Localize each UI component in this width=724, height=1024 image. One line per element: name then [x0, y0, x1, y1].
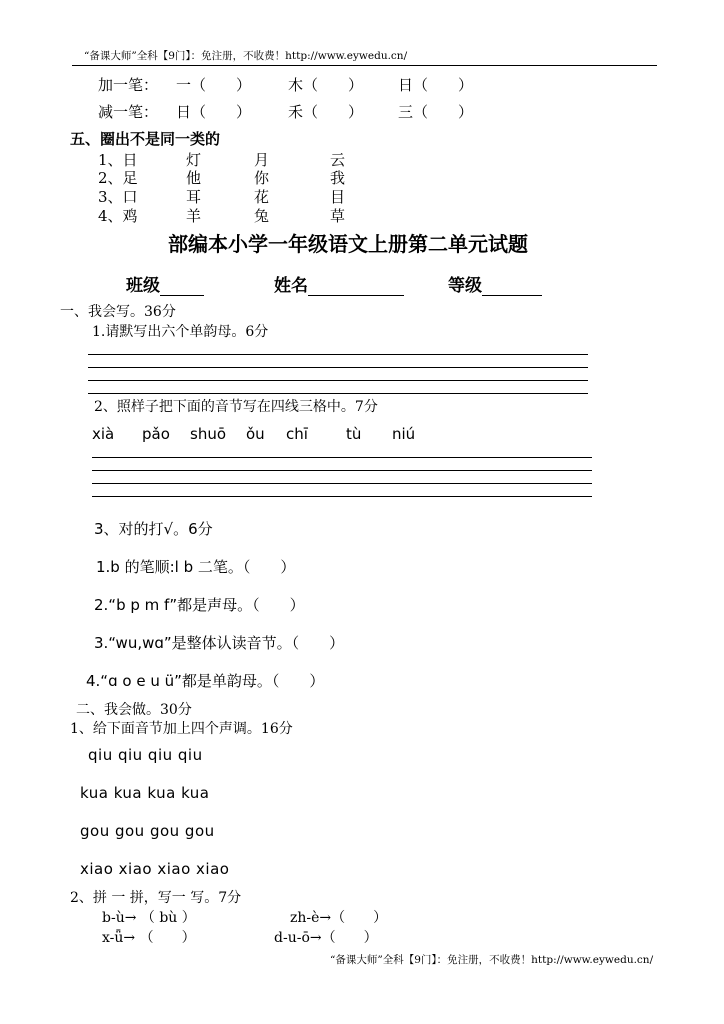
judge-item: 1.b 的笔顺:l b 二笔。（ ）: [96, 558, 296, 576]
sub-stroke-item: 日（ ）: [176, 103, 252, 121]
writing-line: [88, 367, 588, 368]
part2-q2: 2、拼 一 拼，写一 写。7分: [70, 890, 242, 906]
sub-stroke-item: 禾（ ）: [288, 103, 364, 121]
judge-item: 2.“b p m f”都是声母。（ ）: [94, 596, 305, 614]
section5-word: 兔: [254, 207, 270, 225]
part2-q1: 1、给下面音节加上四个声调。16分: [70, 721, 293, 737]
pinyin-syllable: shuō: [190, 425, 227, 443]
section5-word: 云: [330, 151, 346, 169]
add-stroke-item: 日（ ）: [398, 76, 474, 94]
writing-line: [92, 496, 592, 497]
spell-item: zh-è→（ ）: [290, 910, 388, 926]
name-label: 姓名: [274, 276, 308, 296]
syllable-row: gou gou gou gou: [80, 822, 215, 840]
section5-word: 灯: [186, 151, 202, 169]
section5-word: 你: [254, 169, 270, 187]
writing-line: [92, 470, 592, 471]
section5-word: 草: [330, 207, 346, 225]
part2-title: 二、我会做。30分: [76, 702, 192, 718]
header-divider: [72, 65, 657, 66]
section5-row-label: 2、足: [98, 169, 138, 187]
add-stroke-label: 加一笔：: [98, 76, 159, 94]
syllable-row: qiu qiu qiu qiu: [88, 746, 203, 764]
grade-blank: [482, 279, 542, 296]
footer-text: “备课大师”全科【9门】：免注册，不收费！http://www.eywedu.cn/: [330, 954, 654, 966]
section5-row-label: 1、日: [98, 151, 138, 169]
section5-word: 羊: [186, 207, 202, 225]
section5-word: 他: [186, 169, 202, 187]
section5-word: 花: [254, 188, 270, 206]
syllable-row: xiao xiao xiao xiao: [80, 860, 230, 878]
spell-item: d-u-ō→（ ）: [274, 930, 378, 946]
writing-line: [88, 354, 588, 355]
header-text: “备课大师”全科【9门】：免注册，不收费！http://www.eywedu.cn/: [84, 50, 408, 62]
grade-field: [448, 271, 542, 296]
pinyin-syllable: ǒu: [246, 425, 265, 443]
writing-line: [88, 393, 588, 394]
class-field: [126, 271, 204, 296]
name-field: [274, 271, 404, 296]
section5-word: 月: [254, 151, 270, 169]
spell-item: b-ù→ （ bù ）: [102, 910, 196, 926]
class-blank: [160, 279, 204, 296]
class-label: 班级: [126, 276, 160, 296]
part1-q3: 3、对的打√。6分: [94, 520, 213, 538]
section5-title: 五、圈出不是同一类的: [70, 130, 221, 148]
name-blank: [308, 279, 404, 296]
section5-word: 目: [330, 188, 346, 206]
section5-row-label: 4、鸡: [98, 207, 138, 225]
syllable-row: kua kua kua kua: [80, 784, 210, 802]
judge-item: 4.“ɑ o e u ü”都是单韵母。（ ）: [86, 672, 325, 690]
grade-label: 等级: [448, 276, 482, 296]
add-stroke-item: 一（ ）: [176, 76, 252, 94]
section5-word: 耳: [186, 188, 202, 206]
writing-line: [92, 483, 592, 484]
part1-q2: 2、照样子把下面的音节写在四线三格中。7分: [94, 399, 378, 415]
sub-stroke-item: 三（ ）: [398, 103, 474, 121]
part1-q1: 1.请默写出六个单韵母。6分: [92, 324, 269, 340]
writing-line: [88, 380, 588, 381]
spell-item: x-ǖ→ （ ）: [102, 930, 196, 946]
page-title: 部编本小学一年级语文上册第二单元试题: [168, 232, 528, 256]
pinyin-syllable: xià: [92, 425, 115, 443]
pinyin-syllable: tù: [346, 425, 362, 443]
writing-line: [92, 457, 592, 458]
pinyin-syllable: pǎo: [142, 425, 170, 443]
section5-word: 我: [330, 169, 346, 187]
part1-title: 一、我会写。36分: [60, 304, 176, 320]
section5-row-label: 3、口: [98, 188, 138, 206]
pinyin-syllable: chī: [286, 425, 308, 443]
pinyin-syllable: niú: [392, 425, 416, 443]
sub-stroke-label: 减一笔：: [98, 103, 159, 121]
add-stroke-item: 木（ ）: [288, 76, 364, 94]
judge-item: 3.“wu,wɑ”是整体认读音节。（ ）: [94, 634, 345, 652]
